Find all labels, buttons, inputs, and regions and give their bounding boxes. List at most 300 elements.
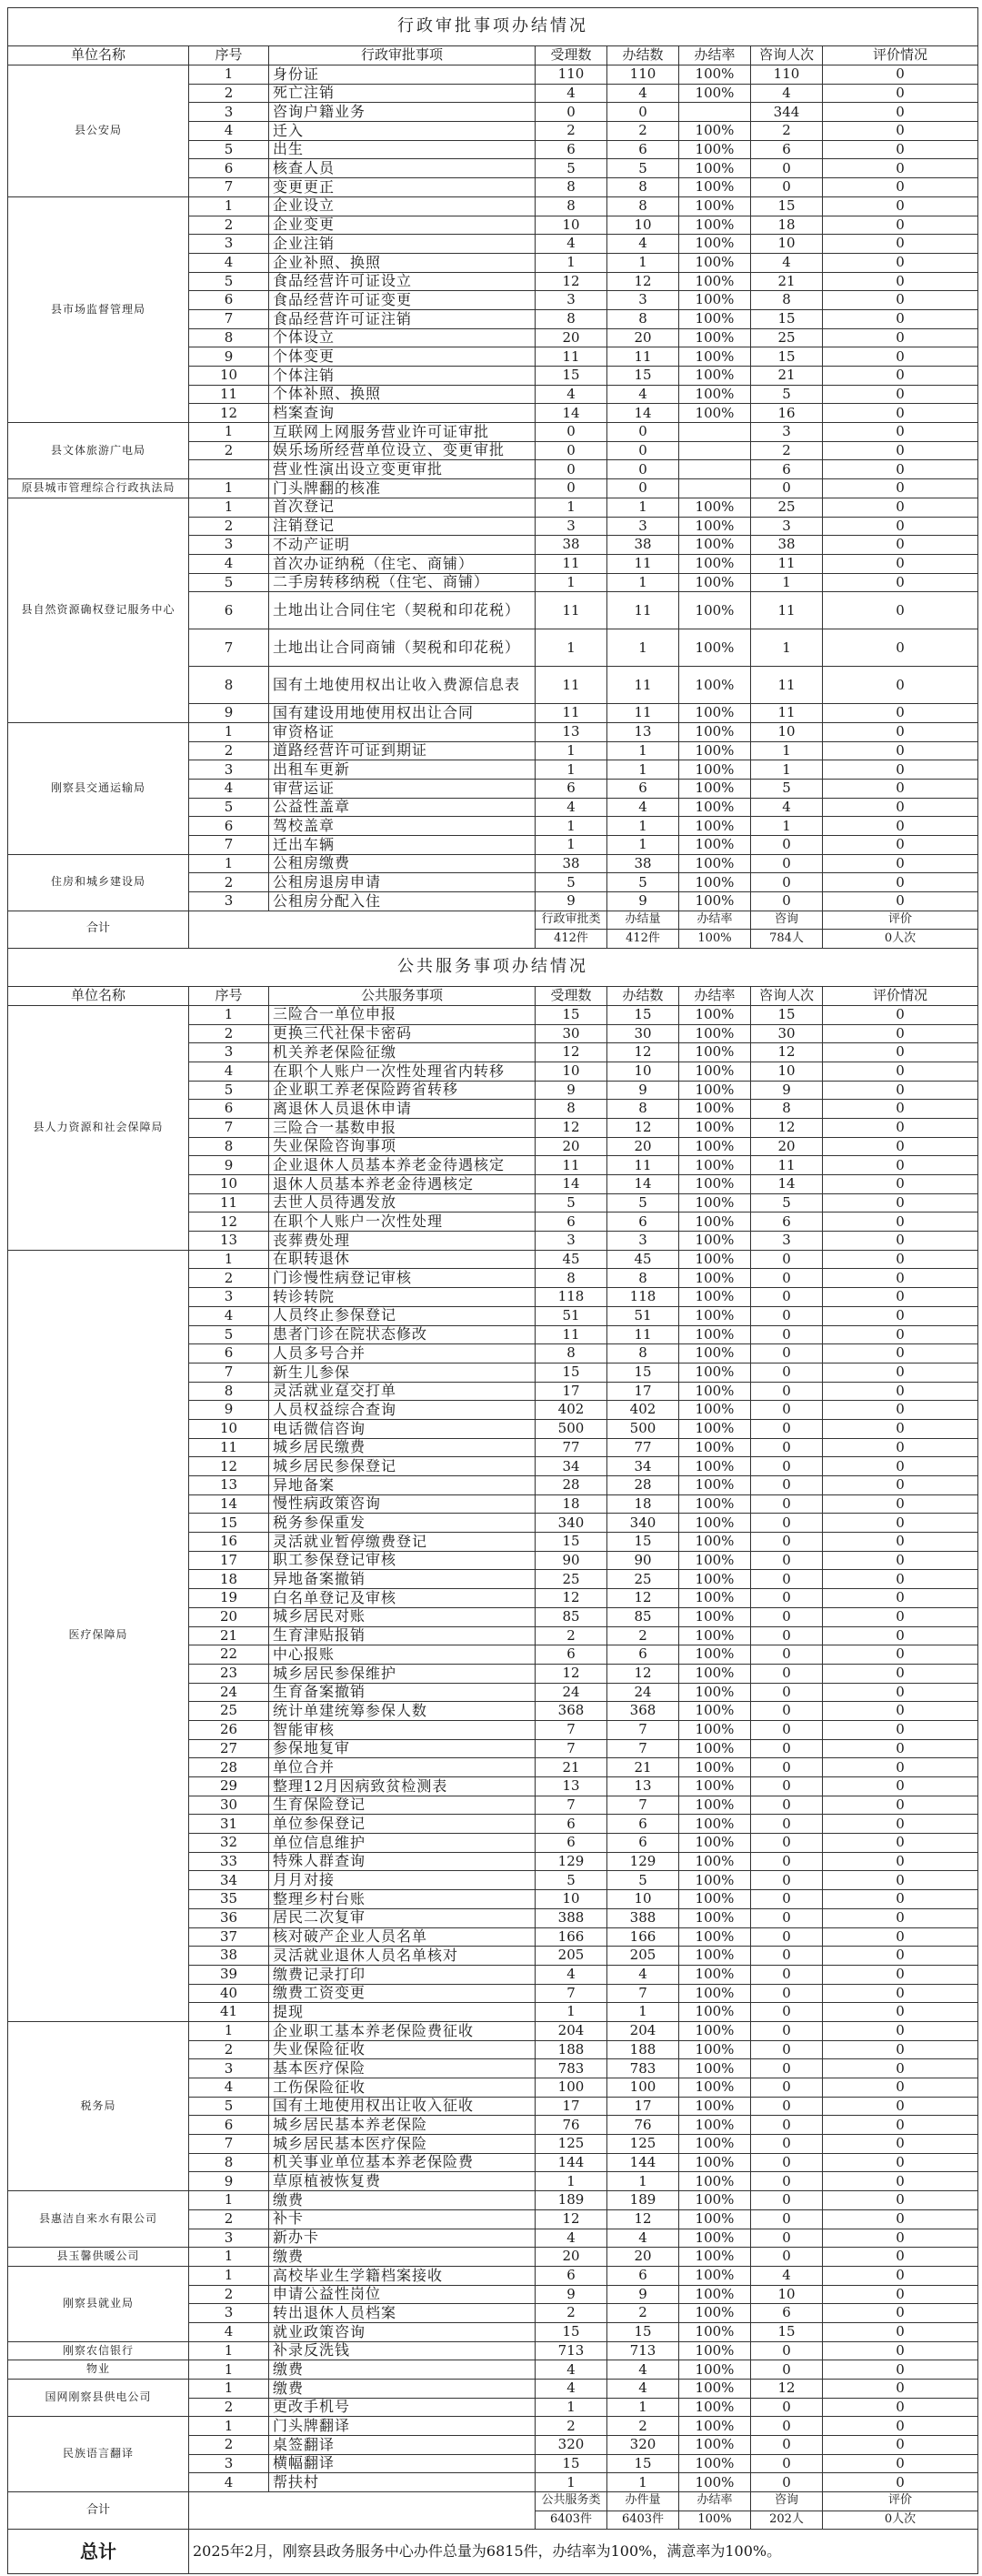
consults-cell: 4: [751, 84, 823, 103]
item-cell: 企业退休人员基本养老金待遇核定: [269, 1156, 536, 1175]
rating-cell: 0: [823, 103, 978, 122]
rating-cell: 0: [823, 235, 978, 254]
item-cell: 统计单建统筹参保人数: [269, 1702, 536, 1721]
rate-cell: 100%: [679, 2322, 751, 2341]
rate-cell: 100%: [679, 2341, 751, 2360]
accepted-cell: 45: [536, 1250, 607, 1269]
admin-total-row: [8, 911, 978, 930]
seq-cell: 13: [189, 1232, 269, 1251]
seq-cell: 8: [189, 328, 269, 347]
rate-cell: 100%: [679, 722, 751, 741]
seq-cell: 7: [189, 1118, 269, 1137]
accepted-cell: 11: [536, 704, 607, 723]
completed-cell: 85: [607, 1607, 679, 1626]
rating-cell: 0: [823, 892, 978, 911]
consults-cell: 25: [751, 328, 823, 347]
seq-cell: 1: [189, 1005, 269, 1024]
accepted-cell: 4: [536, 2360, 607, 2380]
item-cell: 电话微信咨询: [269, 1419, 536, 1438]
seq-cell: 1: [189, 2248, 269, 2267]
item-cell: 更换三代社保卡密码: [269, 1024, 536, 1043]
seq-cell: 6: [189, 817, 269, 836]
rating-cell: 0: [823, 178, 978, 197]
rating-cell: 0: [823, 2454, 978, 2473]
item-cell: 异地备案撤销: [269, 1570, 536, 1589]
consults-cell: 6: [751, 1213, 823, 1232]
grand-total-summary: 2025年2月，刚察县政务服务中心办件总量为6815件，办结率为100%，满意率为100%。: [189, 2530, 978, 2574]
item-cell: 转出退休人员档案: [269, 2304, 536, 2323]
accepted-cell: 6: [536, 1213, 607, 1232]
consults-cell: 20: [751, 1137, 823, 1156]
accepted-cell: 10: [536, 1890, 607, 1909]
consults-cell: 0: [751, 1927, 823, 1947]
public-section-title: 公共服务事项办结情况: [8, 948, 978, 986]
rate-cell: 100%: [679, 1834, 751, 1853]
accepted-cell: 7: [536, 1796, 607, 1815]
item-cell: 基本医疗保险: [269, 2059, 536, 2078]
rate-cell: 100%: [679, 216, 751, 235]
item-cell: 公租房退房申请: [269, 873, 536, 892]
rate-cell: 100%: [679, 1551, 751, 1570]
completed-cell: 100: [607, 2078, 679, 2098]
rating-cell: 0: [823, 196, 978, 216]
completed-cell: 7: [607, 1796, 679, 1815]
consults-cell: 0: [751, 1570, 823, 1589]
seq-cell: 10: [189, 1175, 269, 1194]
admin-section-title: 行政审批事项办结情况: [8, 8, 978, 46]
consults-cell: 5: [751, 385, 823, 404]
item-cell: 迁出车辆: [269, 836, 536, 855]
rating-cell: 0: [823, 460, 978, 479]
accepted-cell: 18: [536, 1494, 607, 1514]
rate-cell: 100%: [679, 159, 751, 178]
consults-cell: 8: [751, 1100, 823, 1119]
seq-cell: 4: [189, 780, 269, 799]
rate-cell: 100%: [679, 253, 751, 272]
seq-cell: 32: [189, 1834, 269, 1853]
seq-cell: 1: [189, 1250, 269, 1269]
consults-cell: 110: [751, 65, 823, 85]
rating-cell: 0: [823, 1438, 978, 1457]
rate-cell: 100%: [679, 2191, 751, 2210]
completed-cell: 15: [607, 1363, 679, 1382]
accepted-cell: 11: [536, 347, 607, 367]
consults-cell: 15: [751, 2322, 823, 2341]
accepted-cell: 4: [536, 2229, 607, 2248]
rate-cell: 100%: [679, 1871, 751, 1890]
rate-cell: 100%: [679, 780, 751, 799]
completed-cell: 8: [607, 1100, 679, 1119]
completed-cell: 17: [607, 1382, 679, 1401]
total-value: 0人次: [823, 2511, 978, 2530]
completed-cell: 11: [607, 347, 679, 367]
column-header: 行政审批事项: [269, 46, 536, 65]
completed-cell: 20: [607, 1137, 679, 1156]
accepted-cell: 21: [536, 1758, 607, 1777]
accepted-cell: 15: [536, 367, 607, 386]
completed-cell: 713: [607, 2341, 679, 2360]
seq-cell: 9: [189, 704, 269, 723]
item-cell: 公租房缴费: [269, 854, 536, 873]
accepted-cell: 2: [536, 2417, 607, 2436]
item-cell: 土地出让合同商铺（契税和印花税）: [269, 629, 536, 667]
rate-cell: 100%: [679, 1852, 751, 1871]
completed-cell: 4: [607, 798, 679, 817]
completed-cell: 188: [607, 2040, 679, 2059]
completed-cell: 45: [607, 1250, 679, 1269]
unit-name: 县市场监督管理局: [8, 196, 189, 422]
seq-cell: 4: [189, 2322, 269, 2341]
item-cell: 单位信息维护: [269, 1834, 536, 1853]
public-header-row: [8, 986, 978, 1005]
consults-cell: 3: [751, 1232, 823, 1251]
item-cell: 审资格证: [269, 722, 536, 741]
accepted-cell: 1: [536, 2003, 607, 2022]
accepted-cell: 25: [536, 1570, 607, 1589]
consults-cell: 0: [751, 159, 823, 178]
rating-cell: 0: [823, 722, 978, 741]
unit-name: 医疗保障局: [8, 1250, 189, 2021]
item-cell: 缴费工资变更: [269, 1984, 536, 2003]
consults-cell: 0: [751, 1438, 823, 1457]
rating-cell: 0: [823, 1363, 978, 1382]
column-header: 受理数: [536, 46, 607, 65]
accepted-cell: 12: [536, 272, 607, 291]
rating-cell: 0: [823, 798, 978, 817]
consults-cell: 11: [751, 592, 823, 629]
public-total-row: [8, 2492, 978, 2511]
rate-cell: 100%: [679, 1401, 751, 1420]
seq-cell: 3: [189, 235, 269, 254]
rate-cell: [679, 103, 751, 122]
completed-cell: 15: [607, 2454, 679, 2473]
completed-cell: 368: [607, 1702, 679, 1721]
item-cell: 食品经营许可证变更: [269, 291, 536, 310]
rate-cell: 100%: [679, 2003, 751, 2022]
consults-cell: 0: [751, 2059, 823, 2078]
accepted-cell: 20: [536, 2248, 607, 2267]
seq-cell: 1: [189, 2360, 269, 2380]
consults-cell: 0: [751, 2417, 823, 2436]
rating-cell: 0: [823, 253, 978, 272]
completed-cell: 5: [607, 1193, 679, 1213]
item-cell: 横幅翻译: [269, 2454, 536, 2473]
consults-cell: 0: [751, 1269, 823, 1288]
total-blank: [189, 911, 536, 948]
seq-cell: 5: [189, 1325, 269, 1344]
completed-cell: 15: [607, 2322, 679, 2341]
rating-cell: 0: [823, 2417, 978, 2436]
accepted-cell: 9: [536, 892, 607, 911]
grand-total-row: [8, 2530, 978, 2574]
item-cell: 娱乐场所经营单位设立、变更审批: [269, 441, 536, 460]
item-cell: 生育津贴报销: [269, 1626, 536, 1645]
item-cell: 整理乡村台账: [269, 1890, 536, 1909]
unit-name: 国网刚察县供电公司: [8, 2380, 189, 2417]
rating-cell: 0: [823, 1156, 978, 1175]
consults-cell: 0: [751, 2078, 823, 2098]
completed-cell: 2: [607, 122, 679, 141]
rating-cell: 0: [823, 1100, 978, 1119]
accepted-cell: 4: [536, 385, 607, 404]
completed-cell: 15: [607, 367, 679, 386]
rate-cell: 100%: [679, 1100, 751, 1119]
seq-cell: 4: [189, 554, 269, 573]
item-cell: 中心报账: [269, 1645, 536, 1665]
accepted-cell: 100: [536, 2078, 607, 2098]
accepted-cell: 402: [536, 1401, 607, 1420]
rate-cell: 100%: [679, 741, 751, 760]
rate-cell: 100%: [679, 2209, 751, 2229]
rating-cell: 0: [823, 1871, 978, 1890]
seq-cell: 3: [189, 1288, 269, 1307]
completed-cell: 0: [607, 441, 679, 460]
seq-cell: 7: [189, 1363, 269, 1382]
seq-cell: 1: [189, 196, 269, 216]
completed-cell: 8: [607, 309, 679, 328]
seq-cell: 7: [189, 836, 269, 855]
unit-name: 县公安局: [8, 65, 189, 197]
completed-cell: 4: [607, 84, 679, 103]
rate-cell: 100%: [679, 1514, 751, 1533]
rate-cell: 100%: [679, 347, 751, 367]
rate-cell: 100%: [679, 1382, 751, 1401]
rating-cell: 0: [823, 1193, 978, 1213]
accepted-cell: 320: [536, 2436, 607, 2455]
table-row: [8, 2341, 978, 2360]
seq-cell: 40: [189, 1984, 269, 2003]
seq-cell: 6: [189, 592, 269, 629]
rating-cell: 0: [823, 2116, 978, 2135]
seq-cell: 3: [189, 2454, 269, 2473]
rate-cell: 100%: [679, 2078, 751, 2098]
rate-cell: 100%: [679, 498, 751, 517]
completed-cell: 500: [607, 1419, 679, 1438]
item-cell: 个体补照、换照: [269, 385, 536, 404]
rating-cell: 0: [823, 1626, 978, 1645]
rating-cell: 0: [823, 667, 978, 704]
seq-cell: 6: [189, 291, 269, 310]
item-cell: 参保地复审: [269, 1739, 536, 1758]
consults-cell: 0: [751, 1720, 823, 1739]
rate-cell: 100%: [679, 1739, 751, 1758]
accepted-cell: 783: [536, 2059, 607, 2078]
rating-cell: 0: [823, 1533, 978, 1552]
rate-cell: 100%: [679, 84, 751, 103]
rating-cell: 0: [823, 741, 978, 760]
seq-cell: 16: [189, 1533, 269, 1552]
accepted-cell: 11: [536, 554, 607, 573]
rating-cell: 0: [823, 1890, 978, 1909]
accepted-cell: 1: [536, 253, 607, 272]
rate-cell: 100%: [679, 1570, 751, 1589]
item-cell: 机关养老保险征缴: [269, 1043, 536, 1062]
rating-cell: 0: [823, 2473, 978, 2492]
rating-cell: 0: [823, 2097, 978, 2116]
rate-cell: 100%: [679, 291, 751, 310]
item-cell: 缴费: [269, 2191, 536, 2210]
completed-cell: 1: [607, 817, 679, 836]
completed-cell: 388: [607, 1908, 679, 1927]
completed-cell: 3: [607, 1232, 679, 1251]
item-cell: 患者门诊在院状态修改: [269, 1325, 536, 1344]
seq-cell: 21: [189, 1626, 269, 1645]
completed-cell: 1: [607, 498, 679, 517]
completed-cell: 9: [607, 2285, 679, 2304]
accepted-cell: 1: [536, 498, 607, 517]
accepted-cell: 13: [536, 722, 607, 741]
seq-cell: 17: [189, 1551, 269, 1570]
completed-cell: 0: [607, 423, 679, 442]
seq-cell: 4: [189, 253, 269, 272]
item-cell: 灵活就业暂停缴费登记: [269, 1533, 536, 1552]
consults-cell: 4: [751, 798, 823, 817]
accepted-cell: 7: [536, 1984, 607, 2003]
consults-cell: 1: [751, 741, 823, 760]
rate-cell: 100%: [679, 2248, 751, 2267]
unit-name: 税务局: [8, 2021, 189, 2190]
seq-cell: 11: [189, 1193, 269, 1213]
rate-cell: 100%: [679, 554, 751, 573]
accepted-cell: 77: [536, 1438, 607, 1457]
completed-cell: 320: [607, 2436, 679, 2455]
unit-name: 物业: [8, 2360, 189, 2380]
seq-cell: 8: [189, 667, 269, 704]
seq-cell: 5: [189, 573, 269, 592]
item-cell: 首次登记: [269, 498, 536, 517]
item-cell: 草原植被恢复费: [269, 2172, 536, 2191]
seq-cell: 15: [189, 1514, 269, 1533]
rate-cell: 100%: [679, 65, 751, 85]
consults-cell: 0: [751, 178, 823, 197]
consults-cell: 0: [751, 1306, 823, 1325]
rate-cell: 100%: [679, 1175, 751, 1194]
accepted-cell: 12: [536, 1589, 607, 1608]
table-row: [8, 479, 978, 498]
seq-cell: 7: [189, 629, 269, 667]
item-cell: 城乡居民基本医疗保险: [269, 2135, 536, 2154]
seq-cell: 4: [189, 2473, 269, 2492]
rating-cell: 0: [823, 536, 978, 555]
item-cell: 三险合一基数申报: [269, 1118, 536, 1137]
item-cell: 国有土地使用权出让收入征收: [269, 2097, 536, 2116]
rating-cell: 0: [823, 1702, 978, 1721]
seq-cell: 1: [189, 479, 269, 498]
column-header: 办结率: [679, 986, 751, 1005]
rating-cell: 0: [823, 873, 978, 892]
consults-cell: 0: [751, 1683, 823, 1702]
rate-cell: 100%: [679, 272, 751, 291]
seq-cell: 10: [189, 1419, 269, 1438]
rate-cell: 100%: [679, 2304, 751, 2323]
rating-cell: 0: [823, 1758, 978, 1777]
rate-cell: 100%: [679, 1626, 751, 1645]
item-cell: 补卡: [269, 2209, 536, 2229]
completed-cell: 2: [607, 2417, 679, 2436]
rating-cell: 0: [823, 1382, 978, 1401]
accepted-cell: 17: [536, 2097, 607, 2116]
rating-cell: 0: [823, 1494, 978, 1514]
consults-cell: 0: [751, 1325, 823, 1344]
consults-cell: 6: [751, 2304, 823, 2323]
seq-cell: 4: [189, 1306, 269, 1325]
completed-cell: 1: [607, 2473, 679, 2492]
column-header: 单位名称: [8, 986, 189, 1005]
consults-cell: 0: [751, 2040, 823, 2059]
completed-cell: 17: [607, 2097, 679, 2116]
item-cell: 门诊慢性病登记审核: [269, 1269, 536, 1288]
rating-cell: 0: [823, 2040, 978, 2059]
item-cell: 城乡居民缴费: [269, 1438, 536, 1457]
rate-cell: 100%: [679, 1965, 751, 1984]
completed-cell: 12: [607, 1664, 679, 1683]
completed-cell: 11: [607, 704, 679, 723]
rating-cell: 0: [823, 1570, 978, 1589]
completed-cell: 129: [607, 1852, 679, 1871]
completed-cell: 20: [607, 2248, 679, 2267]
accepted-cell: 14: [536, 404, 607, 423]
rating-cell: 0: [823, 780, 978, 799]
item-cell: 门头牌翻的核准: [269, 479, 536, 498]
consults-cell: 0: [751, 1739, 823, 1758]
item-cell: 人员多号合并: [269, 1344, 536, 1363]
table-row: [8, 2360, 978, 2380]
item-cell: 高校毕业生学籍档案接收: [269, 2266, 536, 2285]
item-cell: 核查人员: [269, 159, 536, 178]
item-cell: 月月对接: [269, 1871, 536, 1890]
item-cell: 缴费: [269, 2360, 536, 2380]
item-cell: 不动产证明: [269, 536, 536, 555]
consults-cell: 12: [751, 2380, 823, 2399]
accepted-cell: 30: [536, 1024, 607, 1043]
seq-cell: 3: [189, 103, 269, 122]
rating-cell: 0: [823, 309, 978, 328]
total-subheader: 公共服务类: [536, 2492, 607, 2511]
seq-cell: 38: [189, 1947, 269, 1966]
rating-cell: 0: [823, 1344, 978, 1363]
rating-cell: 0: [823, 2436, 978, 2455]
completed-cell: 6: [607, 140, 679, 159]
item-cell: 居民二次复审: [269, 1908, 536, 1927]
rate-cell: 100%: [679, 2398, 751, 2417]
rating-cell: 0: [823, 1645, 978, 1665]
total-subheader: 办结率: [679, 911, 751, 930]
consults-cell: 2: [751, 441, 823, 460]
seq-cell: 6: [189, 159, 269, 178]
rate-cell: 100%: [679, 704, 751, 723]
item-cell: 在职转退休: [269, 1250, 536, 1269]
accepted-cell: 34: [536, 1457, 607, 1476]
item-cell: 企业变更: [269, 216, 536, 235]
item-cell: 三险合一单位申报: [269, 1005, 536, 1024]
rate-cell: 100%: [679, 1232, 751, 1251]
consults-cell: 0: [751, 1908, 823, 1927]
completed-cell: 4: [607, 1965, 679, 1984]
seq-cell: 11: [189, 1438, 269, 1457]
seq-cell: 3: [189, 536, 269, 555]
unit-name: 县玉馨供暖公司: [8, 2248, 189, 2267]
accepted-cell: 17: [536, 1382, 607, 1401]
accepted-cell: 9: [536, 1081, 607, 1100]
table-row: [8, 423, 978, 442]
completed-cell: 1: [607, 253, 679, 272]
completed-cell: 6: [607, 780, 679, 799]
item-cell: 就业政策咨询: [269, 2322, 536, 2341]
item-cell: 国有建设用地使用权出让合同: [269, 704, 536, 723]
completed-cell: 34: [607, 1457, 679, 1476]
seq-cell: 7: [189, 178, 269, 197]
consults-cell: 0: [751, 2003, 823, 2022]
